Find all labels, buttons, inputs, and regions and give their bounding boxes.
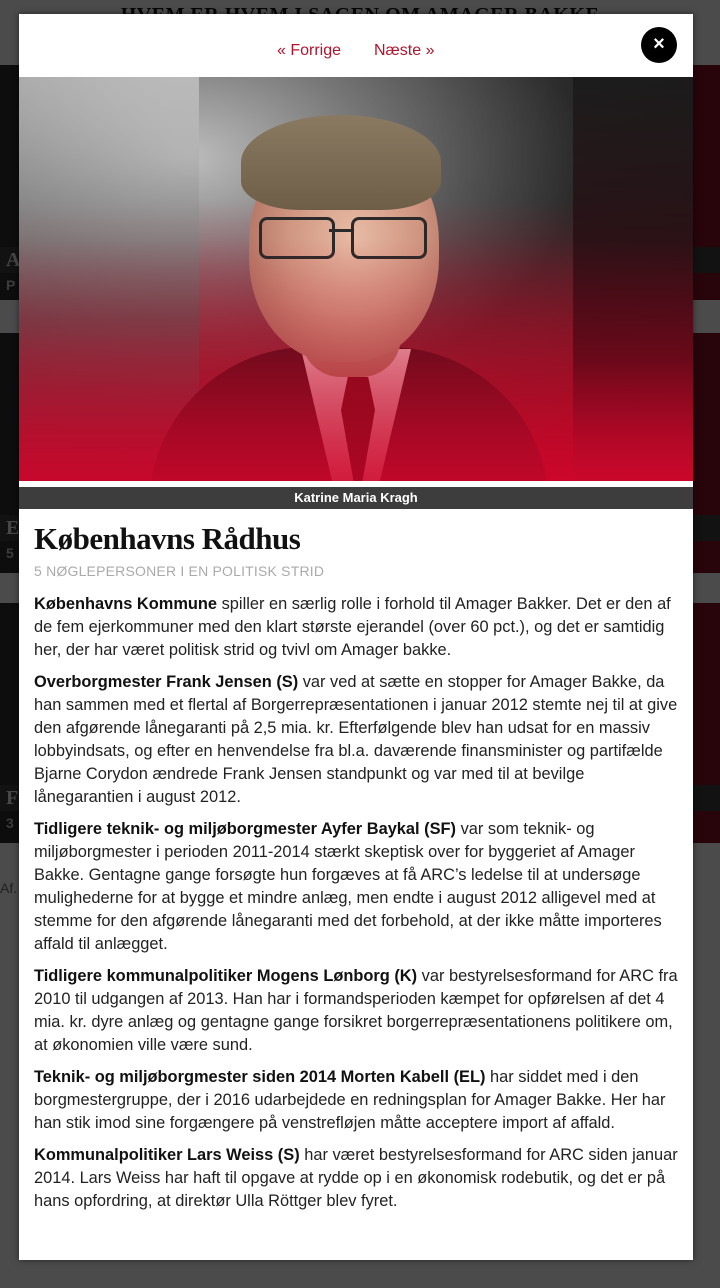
page-subtitle: 5 NØGLEPERSONER I EN POLITISK STRID [34,563,325,579]
paragraph-lead: Overborgmester Frank Jensen (S) [34,673,299,691]
paragraph-lead: Københavns Kommune [34,595,218,613]
paragraph [34,593,679,662]
modal-content [34,520,679,1222]
paragraph-text: har været bestyrelsesformand for ARC siden januar 2014. Lars Weiss har haft til opgave at rydde op i en økonomisk rodebutik, og det er på hans opfordring, at direktør Ulla Röttger blev fyret. [34,1146,678,1210]
person-modal [19,14,693,1260]
paragraph-lead: Tidligere kommunalpolitiker Mogens Lønborg (K) [34,967,418,985]
page-title: Københavns Rådhus [34,521,301,556]
paragraph-text: var som teknik- og miljøborgmester i perioden 2011-2014 stærkt skeptisk over for byggeriet af Amager Bakke. Gentagne gange forsøgte hun forgæves at få ARC’s ledelse til at undersøge mulighederne for at bygge et mindre anlæg, men endte i august 2012 alligevel med at stemme for den afgørende lånegaranti med det forbehold, at der ikke måtte importeres affald til anlægget. [34,820,662,953]
paragraph-text: var ved at sætte en stopper for Amager Bakke, da han sammen med et flertal af Borgerrepræsentationen i januar 2012 stemte nej til at give den afgørende lånegaranti på 2,5 mia. kr. Efterfølgende blev han udsat for en massiv lobbyindsats, og efter en henvendelse fra bl.a. daværende finansminister og partifælde Bjarne Corydon ændrede Frank Jensen standpunkt og var med til at bevilge lånegarantien i august 2012. [34,673,678,806]
paragraph-lead: Tidligere teknik- og miljøborgmester Ayfer Baykal (SF) [34,820,457,838]
paragraph [34,1066,679,1135]
paragraph-lead: Kommunalpolitiker Lars Weiss (S) [34,1146,300,1164]
previous-link[interactable]: « Forrige [277,42,342,59]
close-icon: × [653,33,665,55]
modal-navigation [19,14,693,77]
close-button[interactable] [641,27,677,63]
paragraph-text: har siddet med i den borgmestergruppe, der i 2016 udarbejdede en redningsplan for Amager Bakke. Her har han stik imod sine forgængere på venstrefløjen måtte acceptere import af affald. [34,1068,666,1132]
paragraph [34,965,679,1057]
paragraph-text: var bestyrelsesformand for ARC fra 2010 til udgangen af 2013. Han har i formandsperioden kæmpet for opførelsen af det 4 mia. kr. dyre anlæg og gentagne gange forsikret borgerrepræsentationens politikere om, at økonomien ville være sund. [34,967,678,1054]
next-link[interactable]: Næste » [374,42,435,59]
paragraph [34,671,679,809]
paragraph [34,1144,679,1213]
paragraph-text: spiller en særlig rolle i forhold til Amager Bakker. Det er den af de fem ejerkommuner med den klart største ejerandel (over 60 pct.), og det er samtidig her, der har været politisk strid og tvivl om Amager bakke. [34,595,671,659]
photo-credit: Katrine Maria Kragh [19,487,693,509]
paragraph-lead: Teknik- og miljøborgmester siden 2014 Morten Kabell (EL) [34,1068,486,1086]
paragraph [34,818,679,956]
portrait-photo [19,77,693,482]
